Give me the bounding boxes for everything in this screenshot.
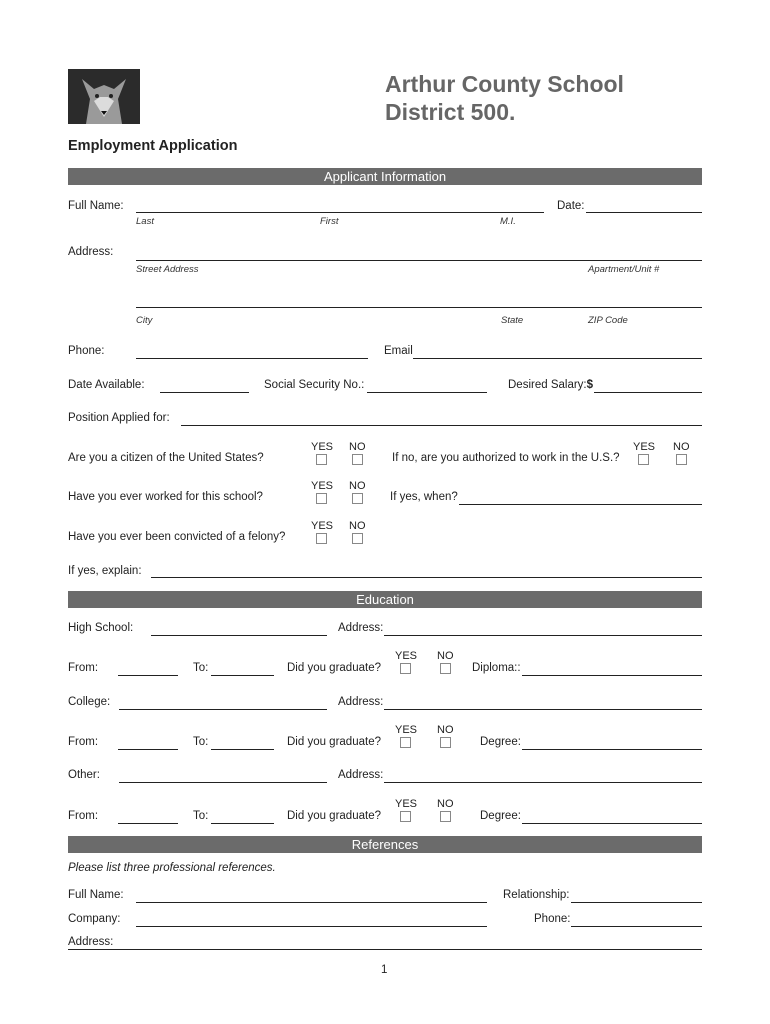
email-field[interactable] xyxy=(413,358,702,359)
college-to-field[interactable] xyxy=(211,749,274,750)
other-graduate-question: Did you graduate? xyxy=(287,810,381,822)
ref-address-field[interactable] xyxy=(68,949,702,950)
felony-yes-checkbox[interactable] xyxy=(316,533,327,544)
authorized-no-label: NO xyxy=(673,441,690,453)
other-yes-checkbox[interactable] xyxy=(400,811,411,822)
worked-no-checkbox[interactable] xyxy=(352,493,363,504)
city-state-zip-field[interactable] xyxy=(136,307,702,308)
high-school-label: High School: xyxy=(68,622,134,634)
position-label: Position Applied for: xyxy=(68,412,170,424)
ssn-field[interactable] xyxy=(367,392,487,393)
desired-salary-text: Desired Salary: xyxy=(508,379,587,391)
hs-yes-label: YES xyxy=(395,650,418,662)
other-yes-label: YES xyxy=(395,798,418,810)
hs-address-field[interactable] xyxy=(384,635,702,636)
authorized-no-checkbox[interactable] xyxy=(676,454,687,465)
college-address-field[interactable] xyxy=(384,709,702,710)
college-field[interactable] xyxy=(119,709,327,710)
authorized-question: If no, are you authorized to work in the U.S.? xyxy=(392,452,620,464)
worked-no-label: NO xyxy=(349,480,366,492)
ref-full-name-field[interactable] xyxy=(136,902,487,903)
other-to-field[interactable] xyxy=(211,823,274,824)
other-label: Other: xyxy=(68,769,100,781)
hs-graduate-question: Did you graduate? xyxy=(287,662,381,674)
hs-to-field[interactable] xyxy=(211,675,274,676)
title-line-1: Arthur County School xyxy=(385,71,624,97)
felony-yes-label: YES xyxy=(311,520,334,532)
position-field[interactable] xyxy=(181,425,702,426)
other-field[interactable] xyxy=(119,782,327,783)
ref-address-label: Address: xyxy=(68,936,114,948)
street-sublabel: Street Address xyxy=(136,264,199,275)
college-degree-field[interactable] xyxy=(522,749,702,750)
section-references: References xyxy=(68,836,702,853)
citizen-no-checkbox[interactable] xyxy=(352,454,363,465)
college-no-label: NO xyxy=(437,724,454,736)
college-address-label: Address: xyxy=(338,696,384,708)
district-title xyxy=(385,70,624,126)
other-address-field[interactable] xyxy=(384,782,702,783)
ref-company-field[interactable] xyxy=(136,926,487,927)
street-address-field[interactable] xyxy=(136,260,702,261)
felony-no-label: NO xyxy=(349,520,366,532)
diploma-label: Diploma:: xyxy=(472,662,521,674)
if-yes-when-field[interactable] xyxy=(459,504,702,505)
phone-label: Phone: xyxy=(68,345,105,357)
other-degree-field[interactable] xyxy=(522,823,702,824)
citizen-yes-label: YES xyxy=(311,441,334,453)
section-education: Education xyxy=(68,591,702,608)
other-from-label: From: xyxy=(68,810,99,822)
dollar-sign: $ xyxy=(586,379,594,391)
ref-phone-field[interactable] xyxy=(571,926,702,927)
full-name-field[interactable] xyxy=(136,212,544,213)
other-address-label: Address: xyxy=(338,769,384,781)
college-degree-label: Degree: xyxy=(480,736,521,748)
email-label: Email xyxy=(384,345,413,357)
phone-field[interactable] xyxy=(136,358,368,359)
hs-yes-checkbox[interactable] xyxy=(400,663,411,674)
desired-salary-field[interactable] xyxy=(594,392,702,393)
college-yes-checkbox[interactable] xyxy=(400,737,411,748)
college-label: College: xyxy=(68,696,111,708)
college-no-checkbox[interactable] xyxy=(440,737,451,748)
worked-yes-label: YES xyxy=(311,480,334,492)
ref-relationship-field[interactable] xyxy=(571,902,702,903)
apt-sublabel: Apartment/Unit # xyxy=(588,264,660,275)
page-number: 1 xyxy=(381,964,388,976)
address-label: Address: xyxy=(68,246,114,258)
citizen-question: Are you a citizen of the United States? xyxy=(68,452,264,464)
wolf-logo-image xyxy=(68,69,140,124)
hs-from-label: From: xyxy=(68,662,99,674)
date-field[interactable] xyxy=(586,212,702,213)
ref-relationship-label: Relationship: xyxy=(503,889,570,901)
authorized-yes-label: YES xyxy=(633,441,656,453)
city-sublabel: City xyxy=(136,315,153,326)
college-from-label: From: xyxy=(68,736,99,748)
felony-question: Have you ever been convicted of a felony? xyxy=(68,531,286,543)
felony-no-checkbox[interactable] xyxy=(352,533,363,544)
if-yes-explain-label: If yes, explain: xyxy=(68,565,142,577)
date-available-label: Date Available: xyxy=(68,379,145,391)
wolf-icon xyxy=(68,69,140,124)
ref-full-name-label: Full Name: xyxy=(68,889,124,901)
hs-no-checkbox[interactable] xyxy=(440,663,451,674)
diploma-field[interactable] xyxy=(522,675,702,676)
desired-salary-label xyxy=(508,379,593,391)
if-yes-explain-field[interactable] xyxy=(151,577,702,578)
hs-to-label: To: xyxy=(193,662,209,674)
hs-no-label: NO xyxy=(437,650,454,662)
citizen-yes-checkbox[interactable] xyxy=(316,454,327,465)
ssn-label: Social Security No.: xyxy=(264,379,365,391)
date-available-field[interactable] xyxy=(160,392,249,393)
references-intro: Please list three professional references. xyxy=(68,862,276,874)
college-graduate-question: Did you graduate? xyxy=(287,736,381,748)
hs-from-field[interactable] xyxy=(118,675,178,676)
worked-question: Have you ever worked for this school? xyxy=(68,491,263,503)
title-line-2: District 500. xyxy=(385,99,516,125)
ref-phone-label: Phone: xyxy=(534,913,571,925)
other-degree-label: Degree: xyxy=(480,810,521,822)
college-from-field[interactable] xyxy=(118,749,178,750)
authorized-yes-checkbox[interactable] xyxy=(638,454,649,465)
state-sublabel: State xyxy=(501,315,524,326)
zip-sublabel: ZIP Code xyxy=(588,315,628,326)
other-no-checkbox[interactable] xyxy=(440,811,451,822)
worked-yes-checkbox[interactable] xyxy=(316,493,327,504)
other-no-label: NO xyxy=(437,798,454,810)
other-to-label: To: xyxy=(193,810,209,822)
ref-company-label: Company: xyxy=(68,913,121,925)
citizen-no-label: NO xyxy=(349,441,366,453)
college-yes-label: YES xyxy=(395,724,418,736)
other-from-field[interactable] xyxy=(118,823,178,824)
first-sublabel: First xyxy=(320,216,339,227)
form-title: Employment Application xyxy=(68,138,238,154)
date-label: Date: xyxy=(557,200,585,212)
section-applicant-information: Applicant Information xyxy=(68,168,702,185)
hs-address-label: Address: xyxy=(338,622,384,634)
last-sublabel: Last xyxy=(136,216,154,227)
college-to-label: To: xyxy=(193,736,209,748)
high-school-field[interactable] xyxy=(151,635,327,636)
mi-sublabel: M.I. xyxy=(500,216,516,227)
full-name-label: Full Name: xyxy=(68,200,124,212)
if-yes-when-label: If yes, when? xyxy=(390,491,458,503)
